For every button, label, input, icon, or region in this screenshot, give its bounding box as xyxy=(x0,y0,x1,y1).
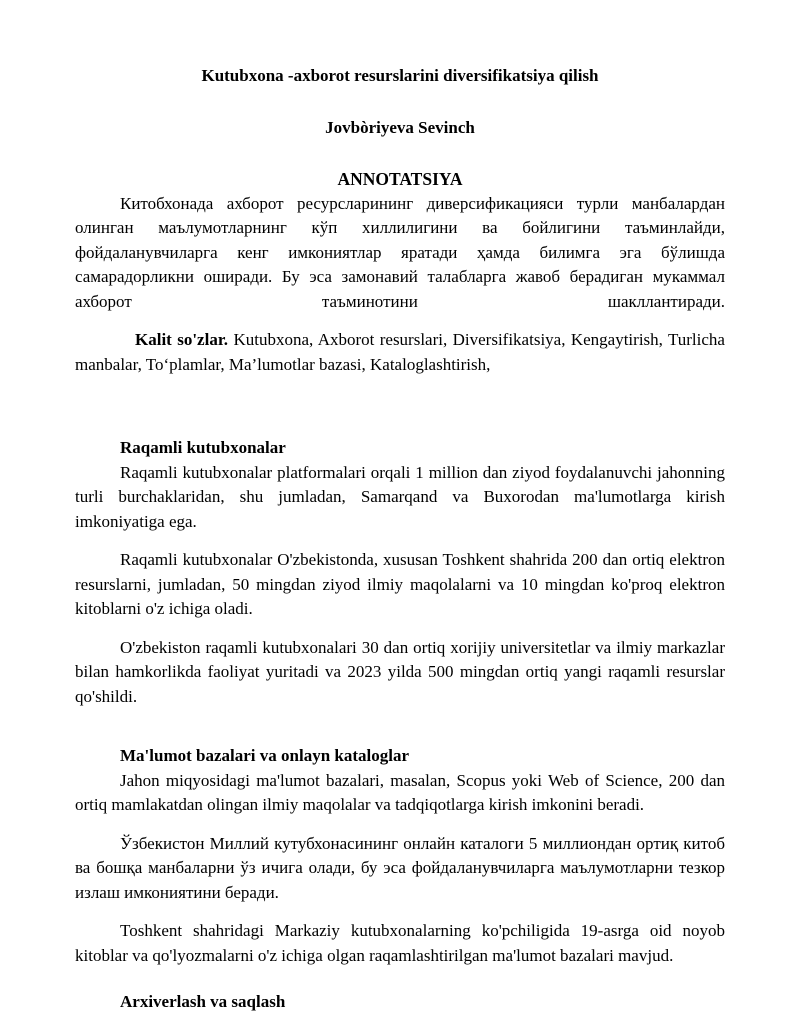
section-heading-archiving: Arxiverlash va saqlash xyxy=(120,992,286,1011)
keywords-label: Kalit so'zlar. xyxy=(135,330,229,349)
section-heading-databases-catalogs: Ma'lumot bazalari va onlayn kataloglar xyxy=(120,746,409,765)
section-paragraph: Ўзбекистон Миллий кутубхонасининг онлайн каталоги 5 миллиондан ортиқ китоб ва бошқа манбаларни ўз ичига олади, бу эса фойдаланувчиларга маълумотларни тезкор излаш имкониятини беради. xyxy=(75,833,725,902)
keywords-text: Kutubxona, Axborot resurslari, Diversifikatsiya, Kengaytirish, Turlicha manbalar, To‘plamlar, Ma’lumotlar bazasi, Kataloglashtirish, xyxy=(75,330,725,374)
section-paragraph: O'zbekiston raqamli kutubxonalari 30 dan ortiq xorijiy universitetlar va ilmiy markazlar bilan hamkorlikda faoliyat yuritadi va 2023 yilda 500 mingdan ortiq yangi raqamli resurslar qo'shildi. xyxy=(75,637,725,706)
document-page xyxy=(75,62,725,1015)
section-paragraph: Raqamli kutubxonalar platformalari orqali 1 million dan ziyod foydalanuvchi jahonning turli burchaklaridan, shu jumladan, Samarqand va Buxorodan ma'lumotlarga kirish imkoniyatiga ega. xyxy=(75,462,725,531)
section-heading-digital-libraries: Raqamli kutubxonalar xyxy=(120,438,286,457)
section-paragraph: Raqamli kutubxonalar O'zbekistonda, xususan Toshkent shahrida 200 dan ortiq elektron resurslarni, jumladan, 50 mingdan ziyod ilmiy maqolalarni va 10 mingdan ko'proq elektron kitoblarni o'z ichiga oladi. xyxy=(75,550,725,618)
section-paragraph: Toshkent shahridagi Markaziy kutubxonalarning ko'pchiligida 19-asrga oid noyob kitoblar va qo'lyozmalarni o'z ichiga olgan raqamlashtirilgan ma'lumot bazalari mavjud. xyxy=(75,921,725,965)
document-title: Kutubxona -axborot resurslarini diversifikatsiya qilish xyxy=(201,66,599,85)
section-paragraph: Jahon miqyosidagi ma'lumot bazalari, masalan, Scopus yoki Web of Science, 200 dan ortiq mamlakatdan olingan ilmiy maqolalar va tadqiqotlarga kirish imkonini beradi. xyxy=(75,770,725,814)
keywords-paragraph xyxy=(75,328,725,377)
annotation-heading: ANNOTATSIYA xyxy=(337,169,463,189)
author-name: Jovbòriyeva Sevinch xyxy=(325,117,475,137)
annotation-text: Китобхонада ахборот ресурсларининг диверсификацияси турли манбалардан олинган маълумотларнинг кўп хиллилигини ва бойлигини таъминлайди, фойдаланувчиларга кенг имкониятлар яратади ҳамда билимга эга бўлишда самарадорликни оширади. Бу эса замонавий талабларга жавоб берадиган мукаммал ахборот таъминотини шакллантиради. xyxy=(75,193,725,311)
